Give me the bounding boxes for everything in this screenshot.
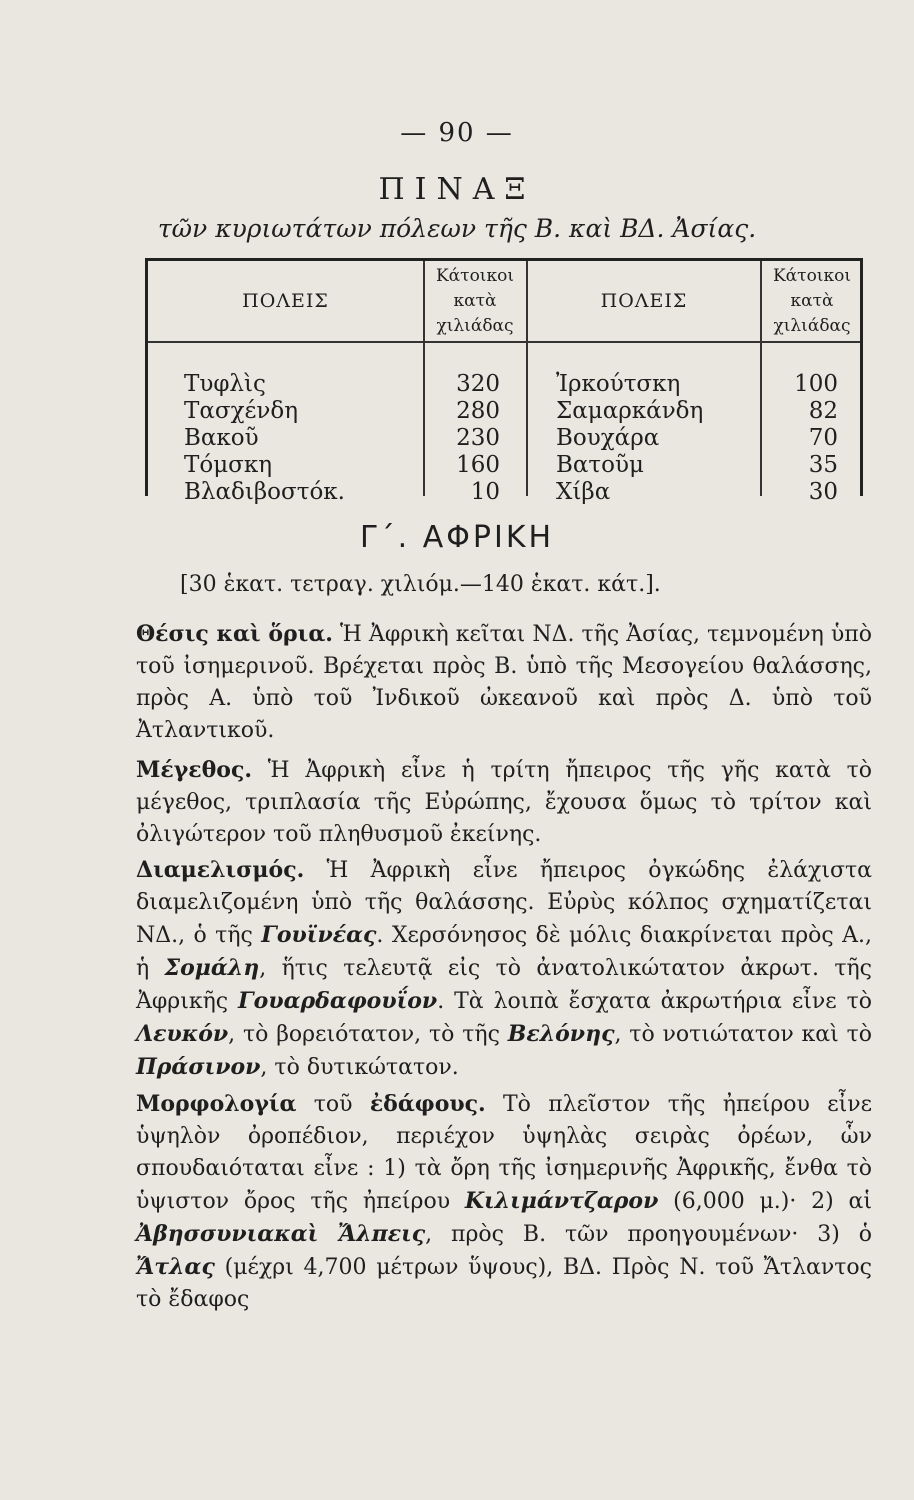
paragraph-text: τοῦ <box>296 1092 370 1117</box>
paragraph-text: , πρὸς Β. τῶν προηγουμένων· 3) ὁ <box>425 1222 872 1247</box>
paragraph-text: , ἥτις τελευτᾷ εἰς τὸ ἀνατολικώτατον ἀκρωτ. τῆς Ἀφρικῆς <box>136 956 872 1014</box>
paragraph-text: , τὸ βορειότατον, τὸ τῆς <box>228 1022 508 1047</box>
population-value: 82 <box>808 398 838 424</box>
paragraph-size <box>136 754 872 851</box>
place-name: Γουϊνέας <box>261 922 377 948</box>
header-pop-line: κατὰ <box>453 290 497 311</box>
paragraph-lead: Μέγεθος. <box>136 757 253 783</box>
section-subheading: [30 ἑκατ. τετραγ. χιλιόμ.—140 ἑκατ. κάτ.]. <box>180 572 661 597</box>
paragraph-text: , τὸ νοτιώτατον καὶ τὸ <box>614 1022 872 1047</box>
paragraph-lead: ἐδάφους. <box>369 1091 486 1117</box>
population-value: 35 <box>808 452 838 478</box>
paragraph-text: Ἡ Ἀφρικὴ εἶνε ἤπειρος ὀγκώδης ἐλάχιστα διαμελιζομένη ὑπὸ τῆς θαλάσσης. Εὐρὺς κόλπος σχηματίζεται ΝΔ., ὁ τῆς <box>136 858 872 948</box>
table-title: ΠΙΝΑΞ <box>378 172 536 207</box>
paragraph-text: (6,000 μ.)· 2) αἱ <box>658 1189 873 1214</box>
city-name: Τόμσκη <box>184 452 272 478</box>
paragraph-text: . Χερσόνησος δὲ μόλις διακρίνεται πρὸς Α., ἡ <box>136 923 872 981</box>
city-name: Βατοῦμ <box>556 452 644 478</box>
population-value: 280 <box>456 398 500 424</box>
population-value: 30 <box>808 479 838 505</box>
place-name: Σομάλη <box>164 955 260 981</box>
place-name: Πράσινον <box>136 1054 261 1080</box>
place-name: Βελόνης <box>507 1021 615 1047</box>
paragraph-text: Τὸ πλεῖστον τῆς ἠπείρου εἶνε ὑψηλὸν ὀροπέδιον, περιέχον ὑψηλὰς σειρὰς ὀρέων, ὧν σπουδαιόταται εἶνε : 1) τὰ ὄρη τῆς ἰσημερινῆς Ἀφρικῆς, ἔνθα τὸ ὑψιστον ὄρος τῆς ἠπείρου <box>136 1092 872 1214</box>
header-pop-line: Κάτοικοι <box>772 265 851 286</box>
paragraph-text: , τὸ δυτικώτατον. <box>260 1055 459 1080</box>
population-value: 320 <box>456 371 500 397</box>
city-name: Τασχένδη <box>184 398 299 424</box>
city-name: Σαμαρκάνδη <box>556 398 704 424</box>
header-cities-right: ΠΟΛΕΙΣ <box>600 290 688 312</box>
header-population-right <box>762 263 862 339</box>
paragraph-text: (μέχρι 4,700 μέτρων ὕψους), ΒΔ. Πρὸς Ν. τοῦ Ἄτλαντος τὸ ἔδαφος <box>136 1255 872 1312</box>
population-value: 10 <box>470 479 500 505</box>
paragraph-coastline <box>136 854 872 1084</box>
place-name: Λευκόν <box>136 1021 229 1047</box>
city-name: Βακοῦ <box>184 425 259 451</box>
paragraph-position <box>136 618 872 747</box>
place-name: Κιλιμάντζαρον <box>464 1188 659 1214</box>
city-name: Βουχάρα <box>556 425 660 451</box>
right-population-column <box>766 371 838 506</box>
place-name: Ἄτλας <box>136 1254 215 1280</box>
header-population-left <box>425 263 525 339</box>
city-name: Τυφλὶς <box>184 371 266 397</box>
place-name: Ἀβησσυνιακαὶ Ἄλπεις <box>136 1221 426 1247</box>
paragraph-text: Ἡ Ἀφρικὴ κεῖται ΝΔ. τῆς Ἀσίας, τεμνομένη ὑπὸ τοῦ ἰσημερινοῦ. Βρέχεται πρὸς Β. ὑπὸ τῆς Μεσογείου θαλάσσης, πρὸς Α. ὑπὸ τοῦ Ἰνδικοῦ ὠκεανοῦ καὶ πρὸς Δ. ὑπὸ τοῦ Ἀτλαντικοῦ. <box>136 622 872 743</box>
left-population-column <box>428 371 500 506</box>
population-value: 230 <box>456 425 500 451</box>
header-pop-line: κατὰ <box>790 290 834 311</box>
table-subtitle: τῶν κυριωτάτων πόλεων τῆς Β. καὶ ΒΔ. Ἀσίας. <box>157 214 757 243</box>
paragraph-lead: Θέσις καὶ ὅρια. <box>136 621 333 647</box>
right-cities-column <box>556 371 703 506</box>
cities-table <box>145 258 863 505</box>
paragraph-lead: Μορφολογία <box>136 1091 297 1117</box>
population-value: 70 <box>808 425 838 451</box>
left-cities-column <box>184 371 345 506</box>
population-value: 100 <box>794 371 838 397</box>
paragraph-lead: Διαμελισμός. <box>136 857 305 883</box>
paragraph-text: Ἡ Ἀφρικὴ εἶνε ἡ τρίτη ἤπειρος τῆς γῆς κατὰ τὸ μέγεθος, τριπλασία τῆς Εὐρώπης, ἔχουσα ὅμως τὸ τρίτον καὶ ὀλιγώτερον τοῦ πληθυσμοῦ ἐκείνης. <box>136 758 872 847</box>
header-pop-line: χιλιάδας <box>773 316 851 337</box>
header-pop-line: χιλιάδας <box>436 316 514 337</box>
city-name: Βλαδιβοστόκ. <box>184 479 345 505</box>
paragraph-morphology <box>136 1088 872 1316</box>
table-header-rule <box>148 341 860 343</box>
paragraph-text: . Τὰ λοιπὰ ἔσχατα ἀκρωτήρια εἶνε τὸ <box>437 989 872 1014</box>
city-name: Χίβα <box>556 479 611 505</box>
page-number: — 90 — <box>400 118 514 148</box>
section-heading: Γ΄. ΑΦΡΙΚΗ <box>359 520 555 555</box>
header-pop-line: Κάτοικοι <box>435 265 514 286</box>
city-name: Ἰρκούτσκη <box>556 371 681 397</box>
place-name: Γουαρδαφουΐον <box>238 988 438 1014</box>
header-cities-left: ΠΟΛΕΙΣ <box>242 290 329 312</box>
population-value: 160 <box>456 452 500 478</box>
